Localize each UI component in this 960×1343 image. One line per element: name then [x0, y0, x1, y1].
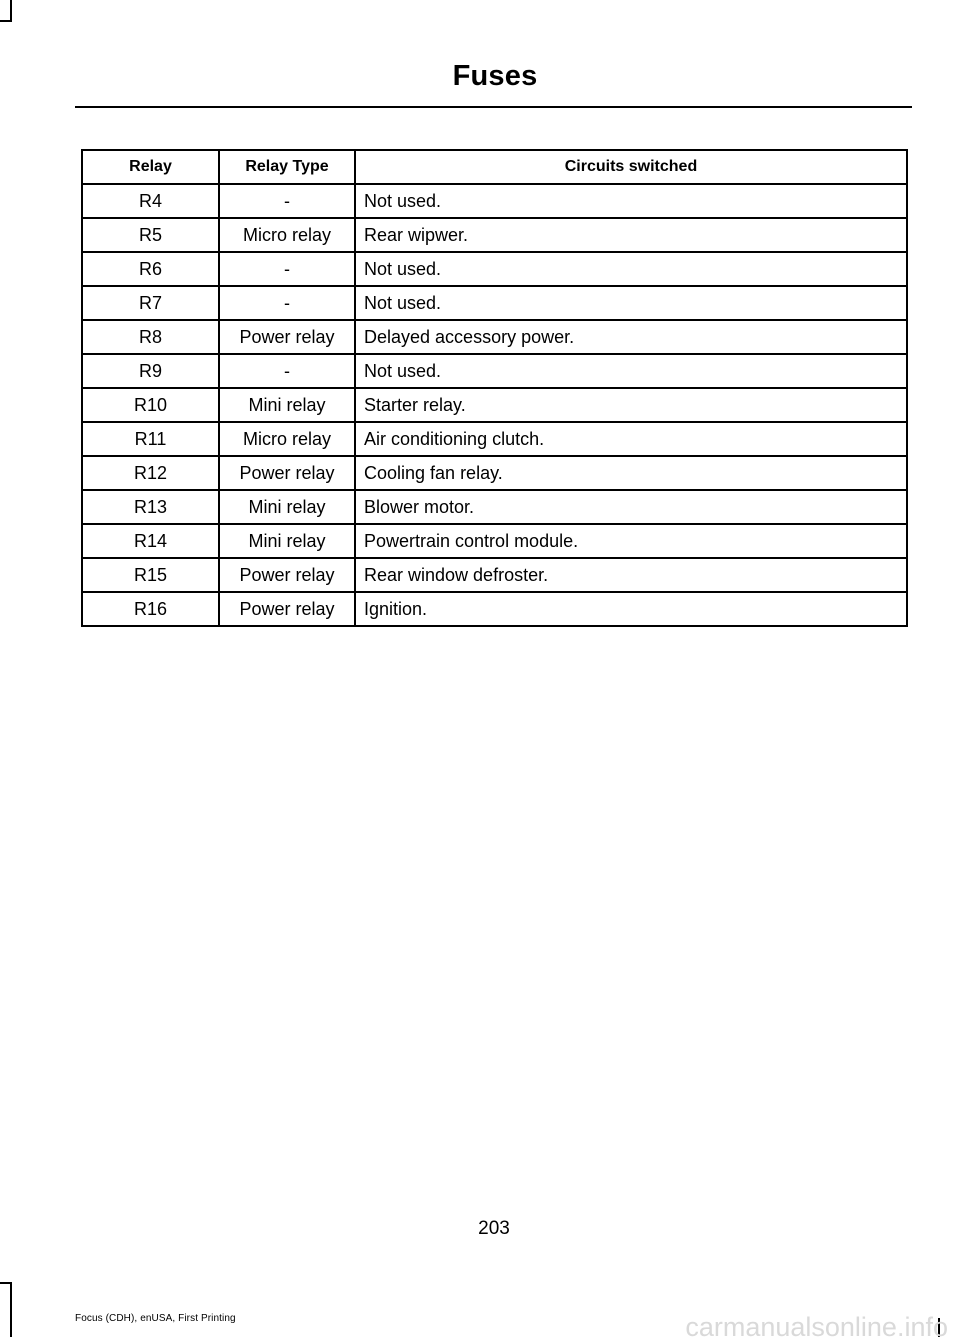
table-row: [82, 252, 907, 286]
circuits-cell: Starter relay.: [355, 388, 907, 422]
circuits-cell: Cooling fan relay.: [355, 456, 907, 490]
table-row: [82, 218, 907, 252]
relay-cell: R6: [82, 252, 219, 286]
table-row: [82, 422, 907, 456]
table-row: [82, 286, 907, 320]
relay-table: [81, 149, 908, 627]
relay-type-cell: Mini relay: [219, 388, 355, 422]
relay-type-cell: -: [219, 286, 355, 320]
circuits-cell: Powertrain control module.: [355, 524, 907, 558]
table-row: [82, 184, 907, 218]
circuits-cell: Blower motor.: [355, 490, 907, 524]
relay-type-cell: Power relay: [219, 320, 355, 354]
relay-type-cell: Micro relay: [219, 422, 355, 456]
crop-mark-top-left-vertical: [10, 0, 12, 22]
relay-type-cell: Micro relay: [219, 218, 355, 252]
crop-mark-bottom-left-vertical: [10, 1282, 12, 1337]
table-header-row: [82, 150, 907, 184]
relay-type-cell: Mini relay: [219, 524, 355, 558]
relay-cell: R7: [82, 286, 219, 320]
relay-cell: R11: [82, 422, 219, 456]
relay-cell: R5: [82, 218, 219, 252]
relay-cell: R12: [82, 456, 219, 490]
circuits-cell: Rear window defroster.: [355, 558, 907, 592]
relay-cell: R9: [82, 354, 219, 388]
table-row: [82, 456, 907, 490]
circuits-cell: Not used.: [355, 286, 907, 320]
relay-cell: R15: [82, 558, 219, 592]
table-row: [82, 592, 907, 626]
page-number: 203: [478, 1218, 510, 1239]
column-header-relay: Relay: [82, 150, 219, 184]
circuits-cell: Not used.: [355, 354, 907, 388]
watermark: carmanualsonline.info: [685, 1312, 948, 1342]
circuits-cell: Ignition.: [355, 592, 907, 626]
table-row: [82, 320, 907, 354]
column-header-circuits-switched: Circuits switched: [355, 150, 907, 184]
relay-type-cell: Power relay: [219, 456, 355, 490]
relay-cell: R13: [82, 490, 219, 524]
relay-type-cell: Power relay: [219, 558, 355, 592]
circuits-cell: Delayed accessory power.: [355, 320, 907, 354]
relay-cell: R10: [82, 388, 219, 422]
circuits-cell: Not used.: [355, 184, 907, 218]
relay-type-cell: -: [219, 184, 355, 218]
relay-type-cell: -: [219, 354, 355, 388]
relay-cell: R16: [82, 592, 219, 626]
relay-cell: R8: [82, 320, 219, 354]
relay-type-cell: -: [219, 252, 355, 286]
crop-mark-bottom-left-horizontal: [0, 1282, 12, 1284]
edition-footer: Focus (CDH), enUSA, First Printing: [75, 1313, 236, 1324]
circuits-cell: Rear wipwer.: [355, 218, 907, 252]
title-divider: [75, 106, 912, 108]
circuits-cell: Air conditioning clutch.: [355, 422, 907, 456]
table-row: [82, 490, 907, 524]
table-row: [82, 558, 907, 592]
relay-cell: R14: [82, 524, 219, 558]
table-row: [82, 354, 907, 388]
column-header-relay-type: Relay Type: [219, 150, 355, 184]
relay-type-cell: Mini relay: [219, 490, 355, 524]
table-row: [82, 388, 907, 422]
relay-cell: R4: [82, 184, 219, 218]
page-title: Fuses: [452, 60, 538, 92]
relay-type-cell: Power relay: [219, 592, 355, 626]
table-row: [82, 524, 907, 558]
crop-mark-top-left-horizontal: [0, 20, 12, 22]
circuits-cell: Not used.: [355, 252, 907, 286]
